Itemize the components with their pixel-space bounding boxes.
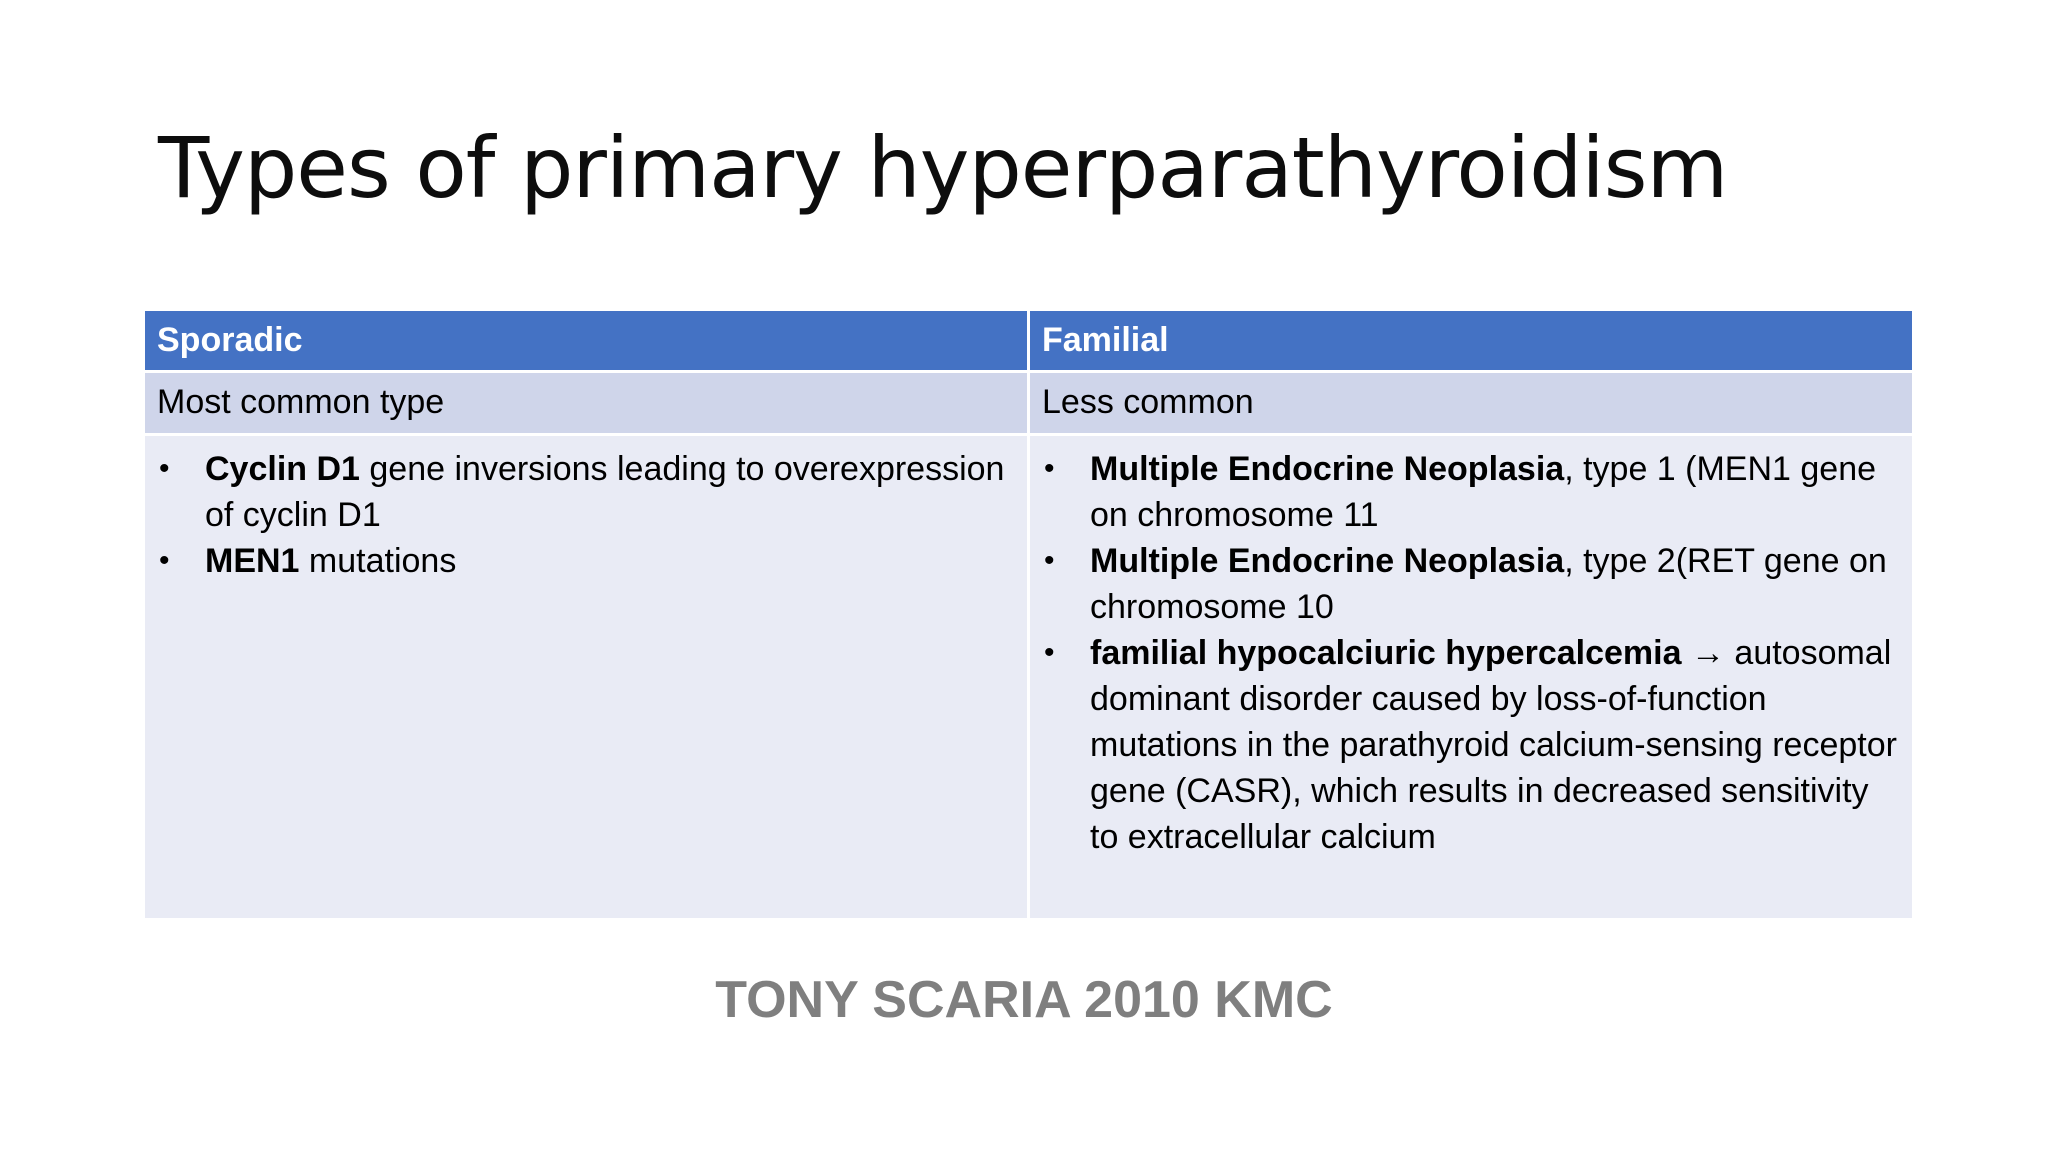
item-text: , type 2(RET gene on chromosome 10 <box>1090 542 1887 626</box>
types-table <box>142 308 1915 921</box>
header-sporadic: Sporadic <box>144 310 1029 372</box>
table-row-detail <box>144 435 1914 920</box>
list-item <box>157 446 1015 538</box>
item-bold-term: MEN1 <box>205 542 300 580</box>
item-text: gene inversions leading to overexpression of cyclin D1 <box>205 450 1005 534</box>
sporadic-summary-cell: Most common type <box>144 372 1029 435</box>
table-header-row <box>144 310 1914 372</box>
item-bold-term: Multiple Endocrine Neoplasia <box>1090 450 1565 488</box>
bullet-icon: • <box>1044 636 1055 669</box>
item-text: , type 1 (MEN1 gene on chromosome 11 <box>1090 450 1877 534</box>
bullet-icon: • <box>1044 452 1055 485</box>
sporadic-detail-cell <box>144 435 1029 920</box>
bullet-icon: • <box>159 452 170 485</box>
list-item <box>1042 630 1900 860</box>
item-text: mutations <box>299 542 457 580</box>
list-item <box>157 538 1015 584</box>
table-row-summary <box>144 372 1914 435</box>
list-item <box>1042 538 1900 630</box>
item-text: autosomal dominant disorder caused by loss-of-function mutations in the parathyroid calcium-sensing receptor gene (CASR), which results in decreased sensitivity to extracellular calcium <box>1090 634 1897 856</box>
item-bold-term: Multiple Endocrine Neoplasia <box>1090 542 1565 580</box>
bullet-icon: • <box>159 544 170 577</box>
item-bold-term: familial hypocalciuric hypercalcemia <box>1090 634 1682 672</box>
header-familial: Familial <box>1029 310 1914 372</box>
right-arrow-icon: → <box>1681 634 1735 672</box>
sporadic-bullet-list <box>157 446 1015 584</box>
familial-detail-cell <box>1029 435 1914 920</box>
slide-title: Types of primary hyperparathyroidism <box>158 119 1728 217</box>
item-bold-term: Cyclin D1 <box>205 450 360 488</box>
bullet-icon: • <box>1044 544 1055 577</box>
list-item <box>1042 446 1900 538</box>
familial-bullet-list <box>1042 446 1900 860</box>
footer-credit: TONY SCARIA 2010 KMC <box>715 971 1333 1029</box>
familial-summary-cell: Less common <box>1029 372 1914 435</box>
